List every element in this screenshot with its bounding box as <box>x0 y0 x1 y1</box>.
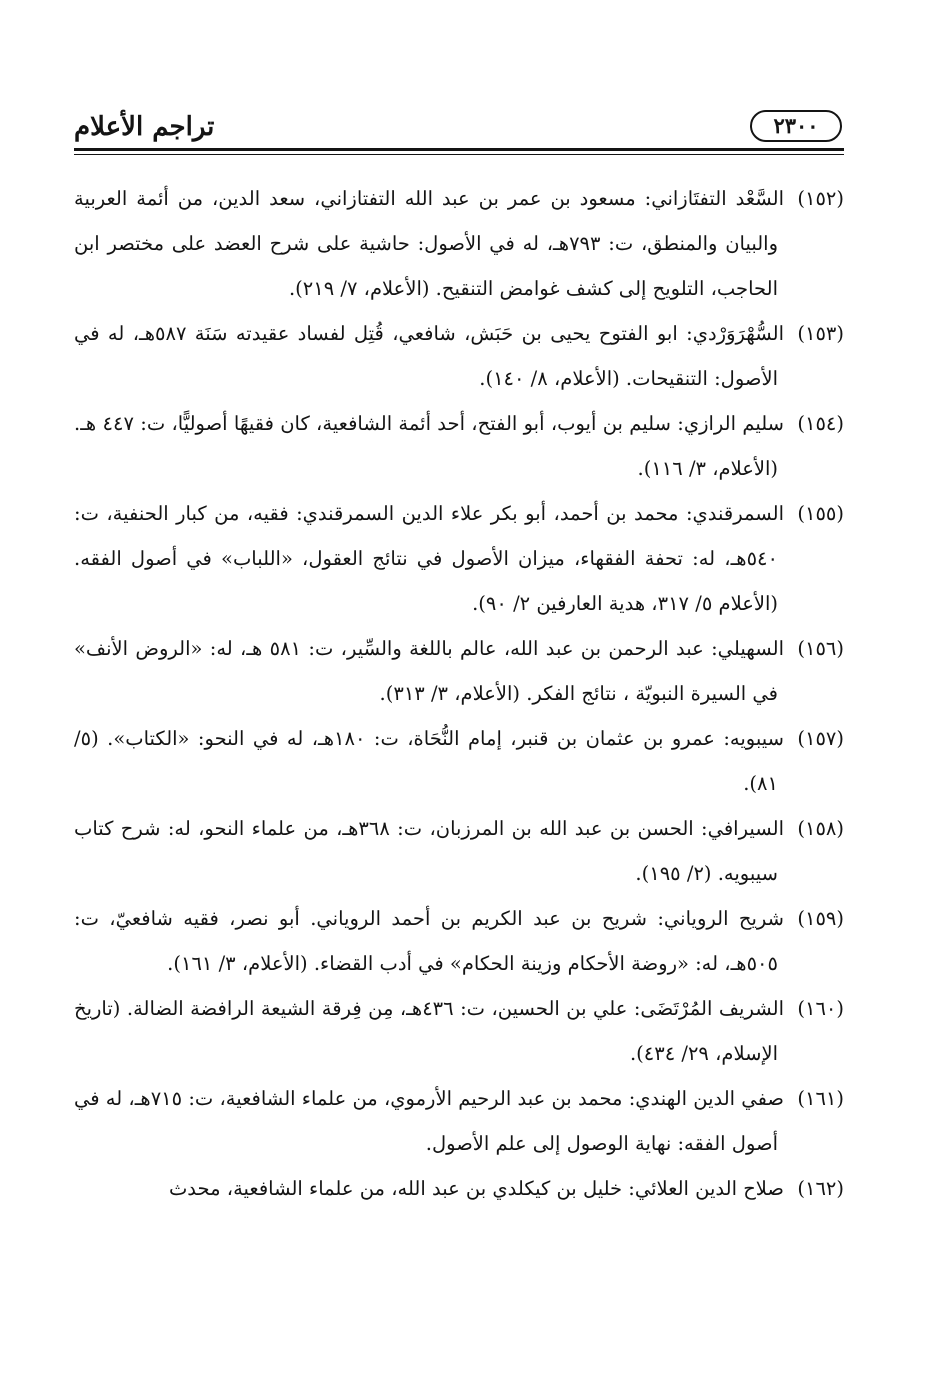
entry-text: صفي الدين الهندي: محمد بن عبد الرحيم الأرموي، من علماء الشافعية، ت: ٧١٥هـ، له في أصول الفقه: نهاية الوصول إلى علم الأصول. <box>74 1087 784 1155</box>
entry-number: (١٥٥) <box>797 502 844 525</box>
entry-text: سليم الرازي: سليم بن أيوب، أبو الفتح، أحد أئمة الشافعية، كان فقيهًا أصوليًّا، ت: ٤٤٧ هـ. (الأعلام، ٣/ ١١٦). <box>74 412 785 480</box>
entry-161 <box>74 1076 844 1166</box>
entry-number: (١٥٦) <box>797 637 844 660</box>
entry-number: (١٦٢) <box>797 1177 844 1200</box>
entry-156 <box>74 626 844 716</box>
entry-text: السمرقندي: محمد بن أحمد، أبو بكر علاء الدين السمرقندي: فقيه، من كبار الحنفية، ت: ٥٤٠هـ، له: تحفة الفقهاء، ميزان الأصول في نتائج العقول، «اللباب» في أصول الفقه. (الأعلام ٥/ ٣١٧، هدية العارفين ٢/ ٩٠). <box>74 502 784 615</box>
entry-159 <box>74 896 844 986</box>
entry-158 <box>74 806 844 896</box>
page-number: ٢٣٠٠ <box>750 110 842 142</box>
entry-number: (١٦١) <box>797 1087 844 1110</box>
entry-number: (١٥٩) <box>797 907 844 930</box>
entry-157 <box>74 716 844 806</box>
header-rule-thin <box>74 154 844 155</box>
entry-154 <box>74 401 844 491</box>
entry-text: السيرافي: الحسن بن عبد الله بن المرزبان، ت: ٣٦٨هـ، من علماء النحو، له: شرح كتاب سيبويه. (٢/ ١٩٥). <box>74 817 784 885</box>
entry-text: صلاح الدين العلائي: خليل بن كيكلدي بن عبد الله، من علماء الشافعية، محدث <box>168 1177 784 1200</box>
entry-153 <box>74 311 844 401</box>
entry-number: (١٥٣) <box>797 322 844 345</box>
entry-152 <box>74 176 844 311</box>
entry-text: سيبويه: عمرو بن عثمان بن قنبر، إمام النُّحَاة، ت: ١٨٠هـ، له في النحو: «الكتاب». (٥/ ٨١). <box>74 727 784 795</box>
biography-entries <box>74 176 844 1211</box>
page-header <box>74 100 844 152</box>
entry-160 <box>74 986 844 1076</box>
entry-text: السُّهْرَوَرْدي: ابو الفتوح يحيى بن حَبَش، شافعي، قُتِل لفساد عقيدته سَنَة ٥٨٧هـ، له في الأصول: التنقيحات. (الأعلام، ٨/ ١٤٠). <box>74 322 784 390</box>
entry-number: (١٥٧) <box>797 727 844 750</box>
entry-155 <box>74 491 844 626</box>
entry-text: السَّعْد التفتَازاني: مسعود بن عمر بن عبد الله التفتازاني، سعد الدين، من أئمة العربية والبيان والمنطق، ت: ٧٩٣هـ، له في الأصول: حاشية على شرح العضد على مختصر ابن الحاجب، التلويح إلى كشف غوامض التنقيح. (الأعلام، ٧/ ٢١٩). <box>74 187 784 300</box>
entry-number: (١٦٠) <box>797 997 844 1020</box>
entry-162 <box>74 1166 844 1211</box>
header-rule-thick <box>74 148 844 151</box>
entry-number: (١٥٢) <box>797 187 844 210</box>
entry-text: السهيلي: عبد الرحمن بن عبد الله، عالم باللغة والسِّير، ت: ٥٨١ هـ، له: «الروض الأنف» في السيرة النبويّة ، نتائج الفكر. (الأعلام، ٣/ ٣١٣). <box>74 637 784 705</box>
entry-text: شريح الروياني: شريح بن عبد الكريم بن أحمد الروياني. أبو نصر، فقيه شافعيّ، ت: ٥٠٥هـ، له: «روضة الأحكام وزينة الحكام» في أدب القضاء. (الأعلام، ٣/ ١٦١). <box>74 907 784 975</box>
entry-number: (١٥٨) <box>797 817 844 840</box>
running-title: تراجم الأعلام <box>74 112 215 142</box>
entry-text: الشريف المُرْتَضَى: علي بن الحسين، ت: ٤٣٦هـ، مِن فِرقة الشيعة الرافضة الضالة. (تاريخ الإسلام، ٢٩/ ٤٣٤). <box>74 997 784 1065</box>
entry-number: (١٥٤) <box>797 412 845 435</box>
